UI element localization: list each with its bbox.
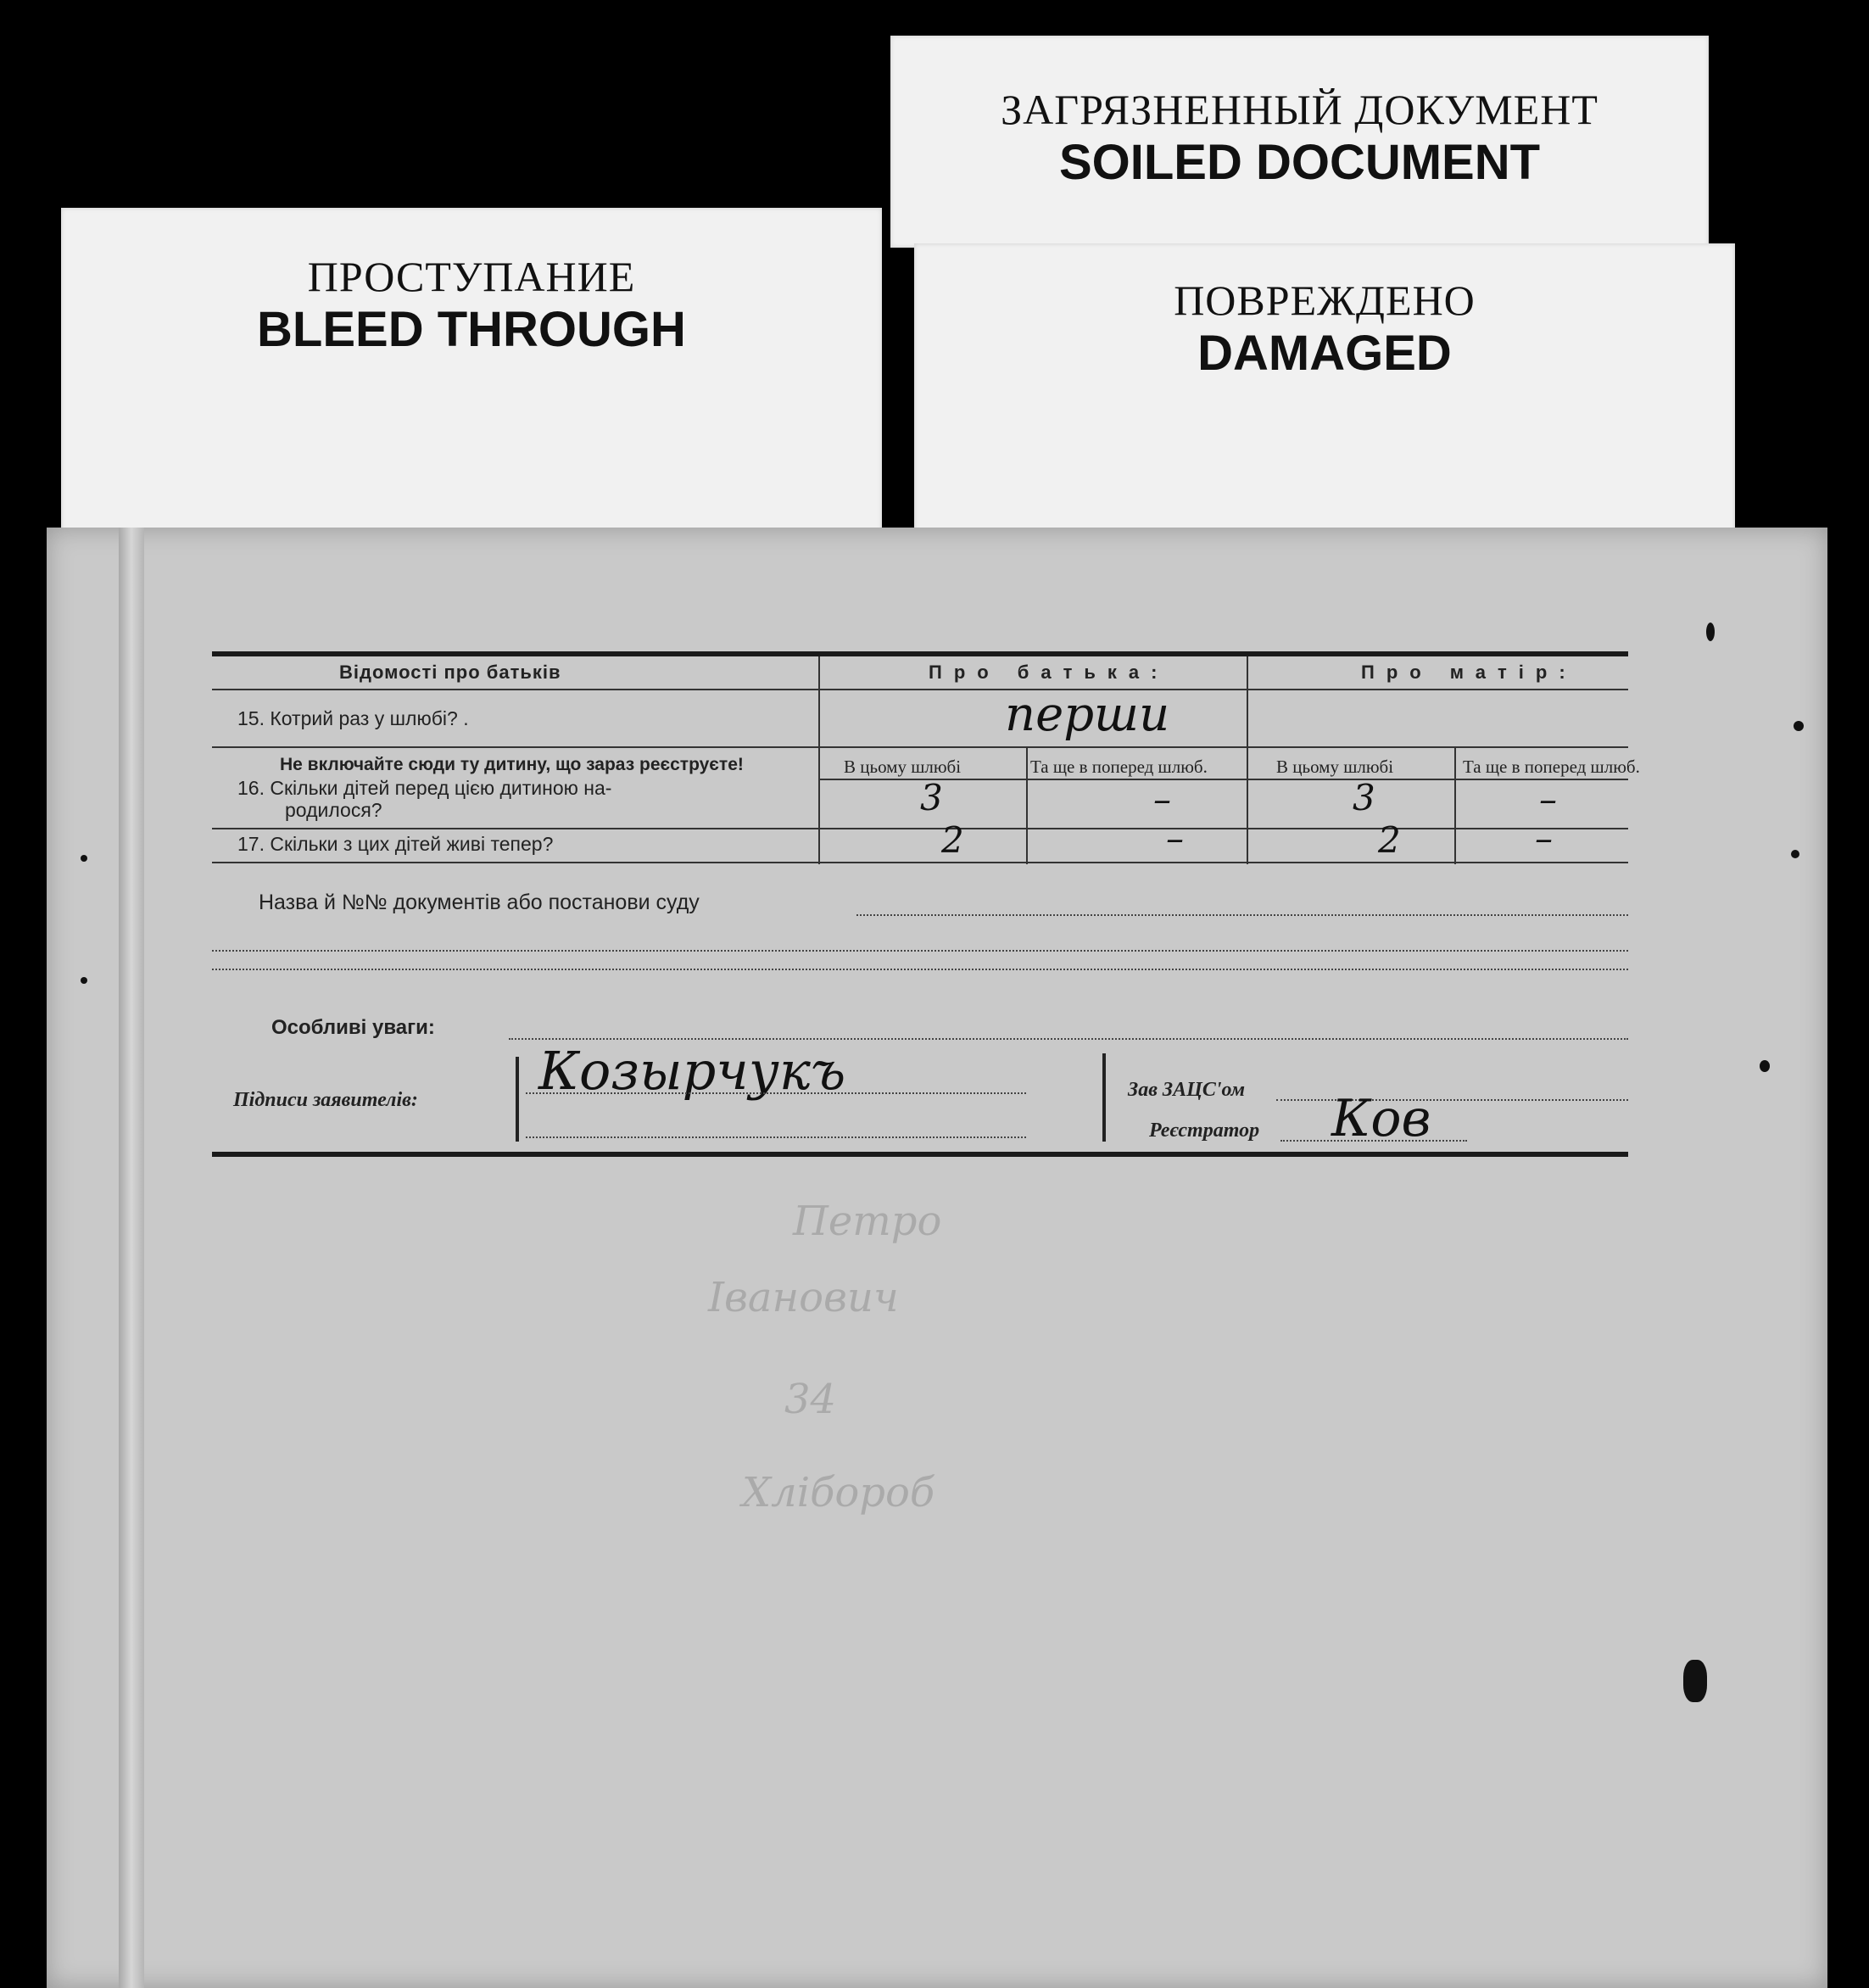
remarks-label: Особливі уваги:: [271, 1016, 435, 1039]
signatures-label: Підписи заявителів:: [233, 1089, 418, 1111]
father-sub-this: В цьому шлюбі: [844, 757, 962, 777]
soiled-label-en: SOILED DOCUMENT: [1058, 135, 1541, 190]
header-info: Відомості про батьків: [339, 662, 561, 683]
signature-bracket: [516, 1057, 519, 1142]
soiled-document-card: [890, 36, 1709, 248]
head-label: Зав ЗАЦС'ом: [1128, 1079, 1246, 1101]
mother-sub-prev: Та ще в поперед шлюб.: [1463, 757, 1640, 777]
q16-father-prev: –: [1153, 779, 1171, 820]
col-divider: [818, 656, 820, 864]
documents-line: [856, 914, 1628, 916]
head-line: [1276, 1099, 1628, 1101]
q15-answer: перши: [1005, 687, 1170, 742]
bleed-text: Петро: [793, 1198, 942, 1245]
q16-label-line2: родилося?: [285, 799, 382, 821]
damaged-label-en: DAMAGED: [1197, 326, 1452, 381]
father-sub-prev: Та ще в поперед шлюб.: [1030, 757, 1208, 777]
sheet-fold: [119, 528, 144, 1988]
damage-mark: [1683, 1660, 1707, 1702]
bottom-rule: [212, 1152, 1628, 1157]
soiled-label-ru: ЗАГРЯЗНЕННЫЙ ДОКУМЕНТ: [1001, 86, 1598, 133]
damaged-card: [914, 243, 1735, 540]
q16-rule: [212, 828, 1628, 829]
damage-mark: [1760, 1060, 1770, 1072]
damage-mark: [1791, 850, 1799, 858]
bleed-text: Іванович: [708, 1274, 899, 1321]
q16-mother-this: 3: [1353, 777, 1375, 818]
bleed-text: Хлібороб: [742, 1469, 935, 1516]
q17-mother-this: 2: [1378, 819, 1401, 861]
documents-line: [212, 950, 1628, 952]
bleed-text: 34: [784, 1376, 837, 1423]
top-rule: [212, 651, 1628, 656]
signature-bracket: [1102, 1053, 1106, 1142]
documents-label: Назва й №№ документів або постанови суду: [259, 891, 700, 914]
bleed-through-card: [61, 208, 882, 534]
registrar-line: [1280, 1140, 1467, 1142]
damage-mark: [1706, 623, 1715, 641]
q16-father-this: 3: [920, 777, 943, 818]
bleed-label-ru: ПРОСТУПАНИЕ: [307, 253, 636, 300]
damage-mark: [81, 977, 87, 984]
documents-line: [212, 969, 1628, 970]
q17-father-prev: –: [1166, 818, 1184, 859]
applicant-signature: Козырчукъ: [538, 1040, 846, 1102]
registrar-label: Реєстратор: [1149, 1120, 1260, 1142]
q16-label-line1: 16. Скільки дітей перед цією дитиною на-: [237, 777, 612, 799]
header-rule: [212, 689, 1628, 690]
signature-line: [526, 1092, 1026, 1094]
damaged-label-ru: ПОВРЕЖДЕНО: [1174, 276, 1476, 324]
q15-label: 15. Котрий раз у шлюбі? .: [237, 707, 469, 729]
damage-mark: [1794, 721, 1804, 731]
header-mother: Про матір:: [1361, 662, 1577, 683]
signature-line: [526, 1136, 1026, 1138]
damage-mark: [81, 855, 87, 862]
registrar-signature: Ков: [1331, 1089, 1431, 1148]
sub-divider: [1454, 748, 1456, 864]
bleed-label-en: BLEED THROUGH: [257, 302, 686, 357]
q15-rule: [212, 746, 1628, 748]
q17-mother-prev: –: [1535, 818, 1553, 859]
header-father: Про батька:: [929, 662, 1169, 683]
q17-father-this: 2: [941, 819, 964, 861]
parents-info-form: [212, 651, 1640, 1160]
q17-rule: [212, 862, 1628, 863]
col-divider: [1247, 656, 1248, 864]
q16-mother-prev: –: [1539, 779, 1557, 820]
document-sheet: [47, 528, 1827, 1988]
q16-note: Не включайте сюди ту дитину, що зараз реєструєте!: [280, 755, 744, 774]
sub-divider: [1026, 748, 1028, 864]
mother-sub-this: В цьому шлюбі: [1276, 757, 1394, 777]
q17-label: 17. Скільки з цих дітей живі тепер?: [237, 833, 554, 855]
